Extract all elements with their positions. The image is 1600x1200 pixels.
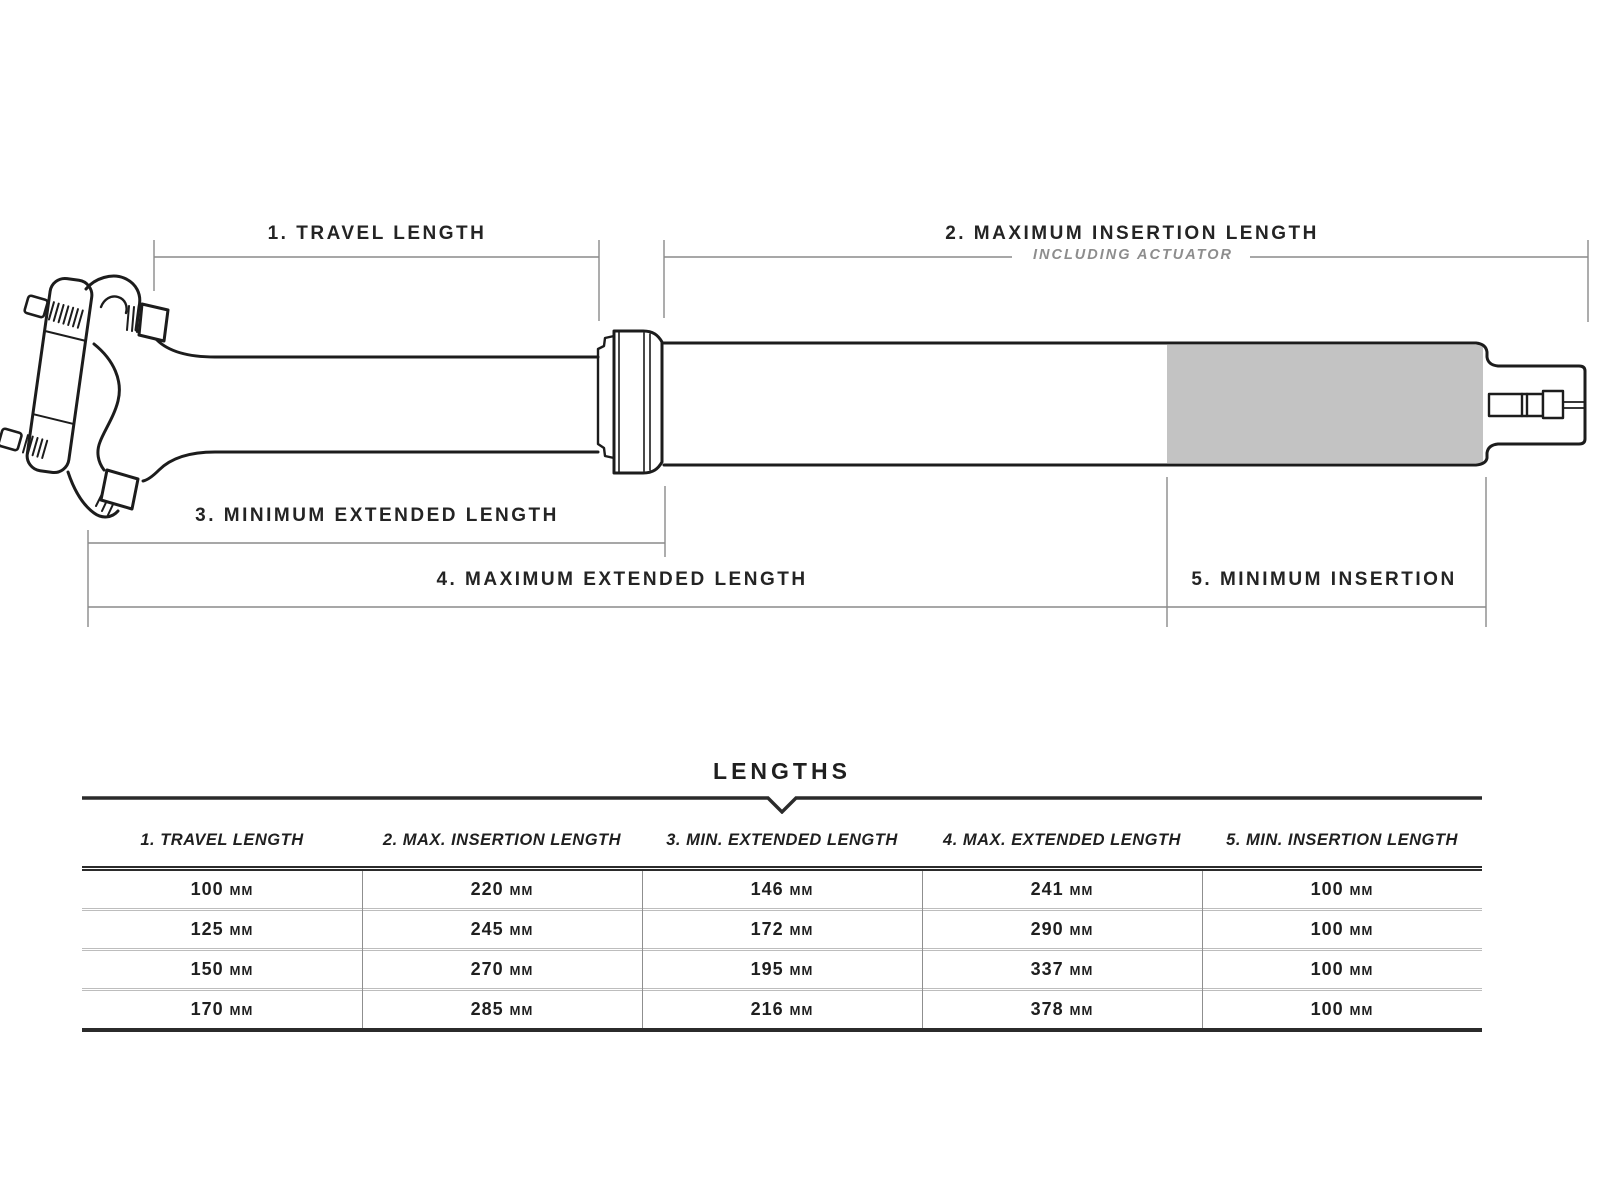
table-cell: 290 mm [1030, 919, 1094, 939]
table-cell: 241 mm [1030, 879, 1094, 899]
header-max-extended-length: 4. MAX. EXTENDED LENGTH [943, 830, 1181, 849]
table-cell: 100 mm [1310, 999, 1374, 1019]
table-body [82, 871, 1482, 1032]
table-cell: 100 mm [1310, 879, 1374, 899]
table-cell: 172 mm [750, 919, 814, 939]
table-cell: 220 mm [470, 879, 534, 899]
header-min-extended-length: 3. MIN. EXTENDED LENGTH [666, 830, 898, 849]
column-divider [1202, 871, 1203, 1028]
label-max-insertion-length: 2. MAXIMUM INSERTION LENGTH [945, 223, 1319, 244]
table-top-rule [82, 790, 1482, 814]
table-cell: 100 mm [190, 879, 254, 899]
column-divider [922, 871, 923, 1028]
header-min-insertion-length: 5. MIN. INSERTION LENGTH [1226, 830, 1458, 849]
table-cell: 100 mm [1310, 959, 1374, 979]
table-cell: 125 mm [190, 919, 254, 939]
label-max-extended-length: 4. MAXIMUM EXTENDED LENGTH [436, 569, 808, 590]
table-cell: 285 mm [470, 999, 534, 1019]
table-header-row [82, 814, 1482, 871]
label-including-actuator: INCLUDING ACTUATOR [1032, 247, 1234, 263]
seal-collar [598, 331, 662, 473]
table-title: LENGTHS [713, 758, 851, 784]
table-cell: 100 mm [1310, 919, 1374, 939]
table-row [82, 871, 1482, 908]
table-cell: 245 mm [470, 919, 534, 939]
header-max-insertion-length: 2. MAX. INSERTION LENGTH [382, 830, 622, 849]
table-cell: 378 mm [1030, 999, 1094, 1019]
label-min-extended-length: 3. MINIMUM EXTENDED LENGTH [195, 505, 559, 526]
column-divider [362, 871, 363, 1028]
table-rule-notch [82, 798, 1482, 812]
table-row [82, 988, 1482, 1028]
table-cell: 146 mm [750, 879, 814, 899]
column-divider [642, 871, 643, 1028]
table-cell: 195 mm [750, 959, 814, 979]
table-cell: 150 mm [190, 959, 254, 979]
lengths-table [82, 756, 1482, 1032]
insertion-zone [1167, 345, 1483, 463]
header-travel-length: 1. TRAVEL LENGTH [140, 830, 304, 849]
table-cell: 270 mm [470, 959, 534, 979]
table-cell: 337 mm [1030, 959, 1094, 979]
table-row [82, 948, 1482, 988]
actuator-end [1489, 391, 1584, 418]
label-travel-length: 1. TRAVEL LENGTH [267, 223, 487, 244]
label-min-insertion: 5. MINIMUM INSERTION [1191, 569, 1457, 590]
table-row [82, 908, 1482, 948]
table-cell: 216 mm [750, 999, 814, 1019]
seatpost-drawing [0, 276, 1585, 517]
table-cell: 170 mm [190, 999, 254, 1019]
